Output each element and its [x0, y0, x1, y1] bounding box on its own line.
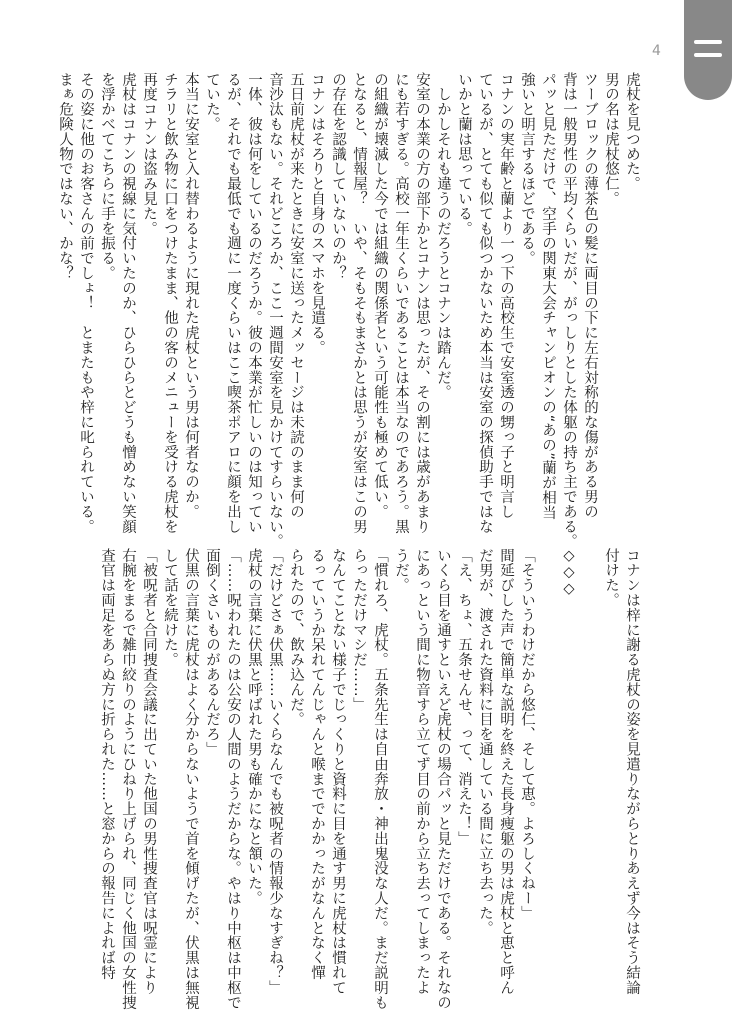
novel-text-bottom-block	[82, 548, 642, 1010]
text-line: らっただけマシだ……」	[351, 548, 367, 712]
text-line: 「慣れろ、虎杖。五条先生は自由奔放・神出鬼没な人だ。まだ説明も	[372, 548, 388, 1010]
novel-text-top-block	[57, 72, 642, 549]
text-line: 「だけどさぁ伏黒……いくらなんでも被呪者の情報少なすぎね？」	[267, 548, 283, 995]
text-line: の組織が壊滅した今では組織の関係者という可能性も極めて低い。	[372, 72, 388, 519]
hamburger-menu-icon	[694, 40, 722, 44]
text-line: ていた。	[204, 72, 220, 132]
text-line: まぁ危険人物ではない、かな？	[57, 72, 73, 281]
text-line: コナンは梓に謝る虎杖の姿を見遣りながらとりあえず今はそう結論	[624, 548, 640, 995]
text-line: 五日前虎杖が来たときに安室に送ったメッセージは未読のまま何の	[288, 72, 304, 519]
text-line: 「え、ちょ、五条せんせ、って、消えた！」	[456, 548, 472, 846]
text-line: 音沙汰もない。それどころか、ここ一週間安室を見かけてすらいない。	[267, 72, 283, 549]
text-line: いかと蘭は思っている。	[456, 72, 472, 236]
text-line: 虎杖を見つめた。	[624, 72, 640, 192]
text-line: ◇◇◇	[561, 548, 577, 598]
text-line: を浮かべてこちらに手を振る。	[99, 72, 115, 281]
text-line	[537, 548, 558, 988]
text-line: 虎杖の言葉に伏黒と呼ばれた男も確かになと頷いた。	[246, 548, 262, 906]
hamburger-menu-icon-bar	[694, 53, 722, 57]
text-line: 間延びした声で簡単な説明を終えた長身痩躯の男は虎杖と恵と呼ん	[498, 548, 514, 995]
text-line: うだ。	[393, 548, 409, 593]
text-line: となると、情報屋？ いや、そもそもまさかとは思うが安室はこの男	[351, 72, 367, 534]
text-line: コナンの実年齢と蘭より一つ下の高校生で安室透の甥っ子と明言し	[498, 72, 514, 519]
text-line: 強いと明言するほどである。	[519, 72, 535, 266]
text-line: チラリと飲み物に口をつけたまま、他の客のメニューを受ける虎杖を	[162, 72, 178, 534]
text-line: 安室の本業の方の部下かとコナンは思ったが、その割には歳があまり	[414, 72, 430, 534]
text-line: にあっという間に物音すら立てず目の前から立ち去ってしまったよ	[414, 548, 430, 995]
text-line: して話を続けた。	[162, 548, 178, 668]
text-line: だ男が、渡された資料に目を通している間に立ち去った。	[477, 548, 493, 936]
text-line: 「被呪者と合同捜査会議に出ていた他国の男性捜査官は呪霊により	[141, 548, 157, 995]
text-line: 一体、彼は何をしているのだろうか。彼の本業が忙しいのは知ってい	[246, 72, 262, 534]
text-line: 男の名は虎杖悠仁。	[603, 72, 619, 207]
text-line: 「そういうわけだから悠仁、そして恵。よろしくねー」	[519, 548, 535, 921]
text-line: 面倒くさいものがあるんだろ」	[204, 548, 220, 757]
text-line: 虎杖はコナンの視線に気付いたのか、ひらひらとどうも憎めない笑顔	[120, 72, 136, 534]
text-line: るが、それでも最低でも週に一度くらいはここ喫茶ポアロに顔を出し	[225, 72, 241, 534]
text-line: の存在を認識していないのか？	[330, 72, 346, 281]
page-number: 4	[652, 43, 661, 59]
text-line: 本当に安室と入れ替わるように現れた虎杖という男は何者なのか。	[183, 72, 199, 519]
text-line: 伏黒の言葉に虎杖はよく分からないようで首を傾げたが、伏黒は無視	[183, 548, 199, 1010]
text-line: 再度コナンは盗み見た。	[141, 72, 157, 236]
menu-tab-button[interactable]	[684, 0, 732, 100]
text-line: にも若すぎる。高校一年生くらいであることは本当なのであろう。黒	[393, 72, 409, 534]
text-line: コナンはそろりと自身のスマホを見遣る。	[309, 72, 325, 356]
text-line: ツーブロックの薄茶色の髪に両目の下に左右対称的な傷がある男の	[582, 72, 598, 519]
text-line: るっていうか呆れてんじゃんと喉まででかかったがなんとなく憚	[309, 548, 325, 981]
text-line: しかしそれも違うのだろうとコナンは踏んだ。	[435, 72, 451, 400]
text-line: その姿に他のお客さんの前でしょ！ とまたもや梓に叱られている。	[78, 72, 94, 534]
text-line: 付けた。	[603, 548, 619, 608]
text-line: いくら目を通すといえど虎杖の場合パッと見ただけである。それなの	[435, 548, 451, 1010]
text-line: られたので、飲み込んだ。	[288, 548, 304, 727]
text-line: ているが、とても似ても似つかないため本当は安室の探偵助手ではな	[477, 72, 493, 534]
text-line: パッと見ただけで、空手の関東大会チャンピオンの“あの”蘭が相当	[540, 72, 556, 520]
text-line: なんてことない様子でじっくりと資料に目を通す男に虎杖は慣れて	[330, 548, 346, 995]
text-line: 右腕をまるで雑巾絞りのようにひねり上げられ、同じく他国の女性捜	[120, 548, 136, 1010]
text-line	[579, 548, 600, 988]
text-line: 背は一般男性の平均くらいだが、がっしりとした体躯の持ち主である。	[561, 72, 577, 549]
text-line: 「……呪われたのは公安の人間のようだからな。やはり中枢は中枢で	[225, 548, 241, 1010]
text-line: 査官は両足をあらぬ方に折られた……と窓からの報告によれば特	[99, 548, 115, 981]
